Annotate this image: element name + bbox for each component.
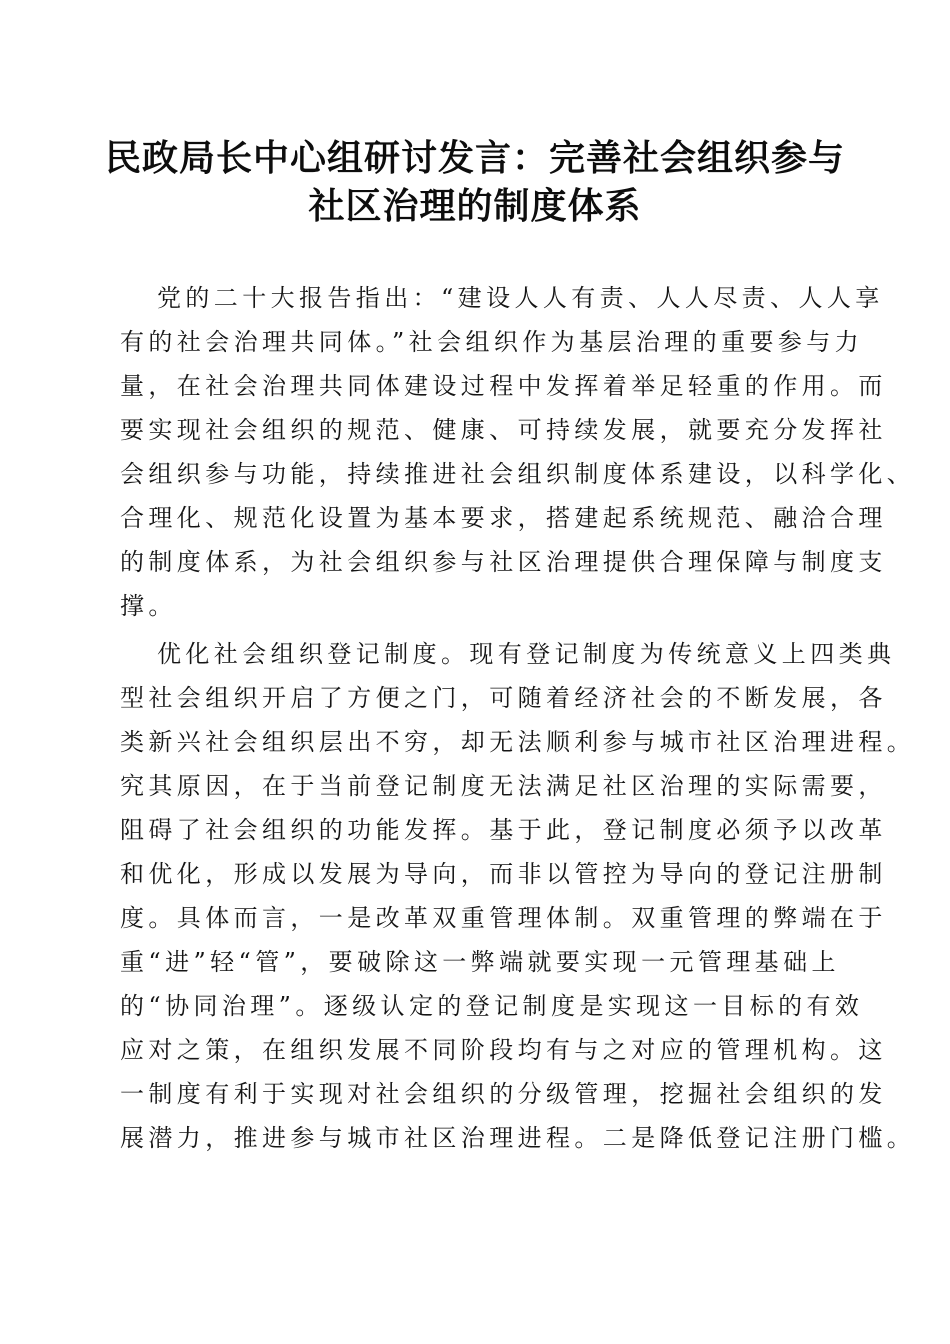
paragraph-2-line: 类新兴社会组织层出不穷，却无法顺利参与城市社区治理进程。 (120, 728, 916, 756)
paragraph-1-line: 要实现社会组织的规范、健康、可持续发展，就要充分发挥社 (120, 416, 887, 444)
paragraph-1-line: 的制度体系，为社会组织参与社区治理提供合理保障与制度支 (120, 548, 887, 576)
paragraph-1-line: 党的二十大报告指出：“建设人人有责、人人尽责、人人享 (157, 284, 884, 312)
paragraph-1-line: 会组织参与功能，持续推进社会组织制度体系建设，以科学化、 (120, 460, 916, 488)
paragraph-2-line: 度。具体而言，一是改革双重管理体制。双重管理的弊端在于 (120, 904, 887, 932)
paragraph-2-line: 应对之策，在组织发展不同阶段均有与之对应的管理机构。这 (120, 1036, 887, 1064)
paragraph-2-line: 重“进”轻“管”，要破除这一弊端就要实现一元管理基础上 (120, 948, 840, 976)
paragraph-2-line: 究其原因，在于当前登记制度无法满足社区治理的实际需要， (120, 772, 887, 800)
paragraph-2-line: 的“协同治理”。逐级认定的登记制度是实现这一目标的有效 (120, 992, 864, 1020)
paragraph-1-line: 合理化、规范化设置为基本要求，搭建起系统规范、融洽合理 (120, 504, 887, 532)
document-title-line-1: 民政局长中心组研讨发言：完善社会组织参与 (104, 137, 845, 179)
paragraph-1-line: 撑。 (120, 592, 177, 620)
paragraph-2-line: 一制度有利于实现对社会组织的分级管理，挖掘社会组织的发 (120, 1080, 887, 1108)
document-title-line-2: 社区治理的制度体系 (308, 185, 642, 227)
paragraph-1-line: 量，在社会治理共同体建设过程中发挥着举足轻重的作用。而 (120, 372, 887, 400)
paragraph-1-line: 有的社会治理共同体。”社会组织作为基层治理的重要参与力 (120, 328, 864, 356)
paragraph-2-line: 型社会组织开启了方便之门，可随着经济社会的不断发展，各 (120, 684, 887, 712)
paragraph-2-line: 和优化，形成以发展为导向，而非以管控为导向的登记注册制 (120, 860, 887, 888)
paragraph-2-line: 展潜力，推进参与城市社区治理进程。二是降低登记注册门槛。 (120, 1124, 916, 1152)
paragraph-2-line: 优化社会组织登记制度。现有登记制度为传统意义上四类典 (157, 640, 896, 668)
paragraph-2-line: 阻碍了社会组织的功能发挥。基于此，登记制度必须予以改革 (120, 816, 887, 844)
